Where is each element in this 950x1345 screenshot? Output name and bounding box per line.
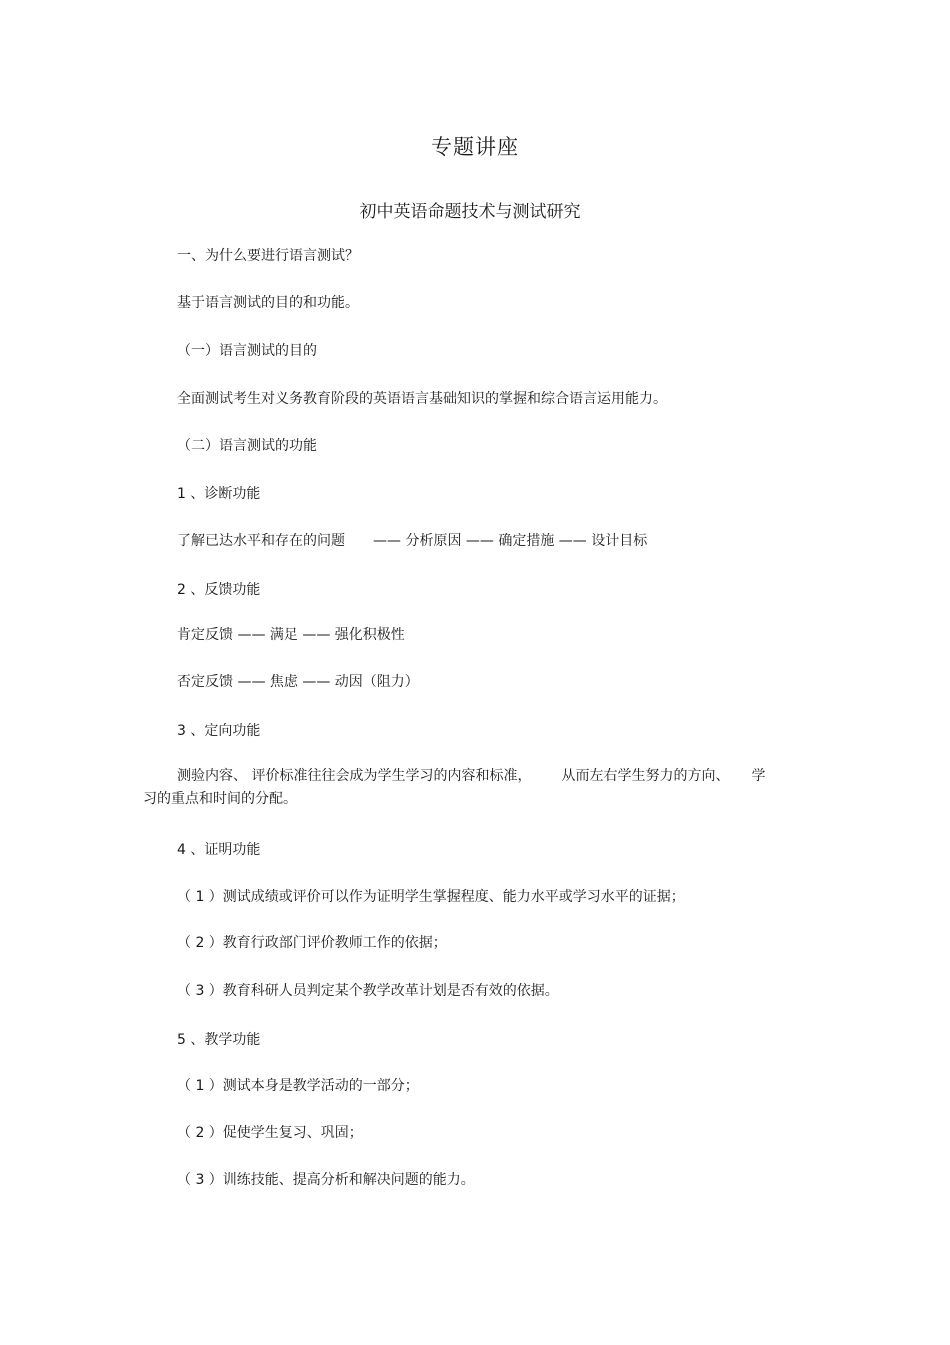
document-subtitle: 初中英语命题技术与测试研究 (359, 202, 581, 222)
orientation-heading: 3 、定向功能 (177, 723, 261, 739)
negative-feedback-text: 否定反馈 —— 焦虑 —— 动因（阻力） (177, 674, 419, 690)
feedback-heading: 2 、反馈功能 (177, 582, 261, 598)
purpose-text: 全面测试考生对义务教育阶段的英语语言基础知识的掌握和综合语言运用能力。 (177, 391, 667, 407)
orientation-text-b: 从而左右学生努力的方向、 (561, 768, 730, 784)
proof-item-1: （ 1 ）测试成绩或评价可以作为证明学生掌握程度、能力水平或学习水平的证据； (177, 889, 685, 905)
proof-item-3: （ 3 ）教育科研人员判定某个教学改革计划是否有效的依据。 (177, 983, 559, 999)
diagnosis-text (177, 530, 647, 550)
function-heading: （二）语言测试的功能 (177, 438, 317, 454)
teaching-heading: 5 、教学功能 (177, 1032, 261, 1048)
teaching-item-1: （ 1 ）测试本身是教学活动的一部分； (177, 1078, 419, 1094)
proof-item-2: （ 2 ）教育行政部门评价教师工作的依据； (177, 935, 447, 951)
teaching-item-2: （ 2 ）促使学生复习、巩固； (177, 1125, 363, 1141)
document-title: 专题讲座 (431, 135, 519, 159)
teaching-item-3: （ 3 ）训练技能、提高分析和解决问题的能力。 (177, 1172, 475, 1188)
orientation-paragraph (143, 765, 803, 811)
proof-heading: 4 、证明功能 (177, 842, 261, 858)
orientation-text-a: 测验内容、 评价标准往往会成为学生学习的内容和标准， (177, 768, 532, 784)
diagnosis-heading: 1 、诊断功能 (177, 486, 261, 502)
question-heading: 一、为什么要进行语言测试？ (177, 248, 359, 264)
positive-feedback-text: 肯定反馈 —— 满足 —— 强化积极性 (177, 627, 405, 643)
orientation-text-d: 习的重点和时间的分配。 (143, 791, 297, 807)
purpose-heading: （一）语言测试的目的 (177, 343, 317, 359)
diagnosis-text-part-a: 了解已达水平和存在的问题 (177, 533, 345, 549)
orientation-text-c: 学 (751, 768, 766, 784)
basis-text: 基于语言测试的目的和功能。 (177, 295, 359, 311)
diagnosis-text-part-b: —— 分析原因 —— 确定措施 —— 设计目标 (373, 533, 648, 549)
